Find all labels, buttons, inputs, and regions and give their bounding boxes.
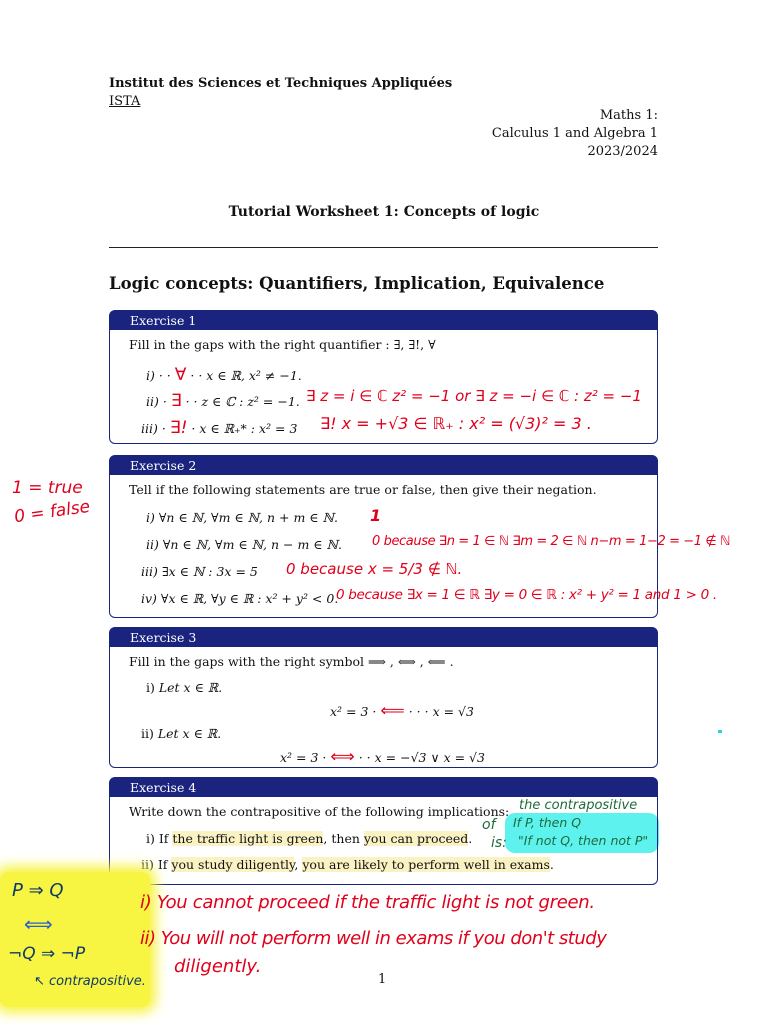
page-number: 1	[378, 972, 387, 987]
ex1-answer-3: ∃! x = +√3 ∈ ℝ₊ : x² = (√3)² = 3 .	[320, 414, 592, 433]
ex1-item-3: iii) · ∃! · x ∈ ℝ₊* : x² = 3	[141, 418, 298, 438]
ex1-gap-3: ∃!	[169, 418, 188, 438]
course-info	[492, 107, 658, 161]
ex3-gap-2: ⟺	[330, 747, 355, 767]
course-line1: Maths 1:	[599, 108, 658, 123]
note-contrapositive-line1: the contrapositive	[519, 798, 638, 813]
title-rule	[109, 247, 658, 248]
ex2-answer-1: 1	[370, 506, 382, 525]
note-is: is:	[491, 835, 507, 851]
exercise-2-instruction: Tell if the following statements are true or false, then give their negation.	[129, 482, 597, 497]
worksheet-title: Tutorial Worksheet 1: Concepts of logic	[228, 204, 540, 220]
course-line2: Calculus 1 and Algebra 1	[491, 126, 658, 141]
exercise-4-instruction: Write down the contrapositive of the following implications:	[129, 804, 510, 819]
institution-abbrev: ISTA	[109, 94, 141, 109]
exercise-1-box	[109, 310, 658, 444]
exercise-3-instruction: Fill in the gaps with the right symbol ⟹ , ⟺ , ⟸ .	[129, 654, 454, 669]
ex3-gap-1: ⟸	[380, 701, 405, 721]
side-p-implies-q: P ⇒ Q	[12, 880, 64, 901]
side-equivalence: ⟺	[24, 912, 53, 936]
note-of: of	[482, 817, 496, 833]
institution-name: Institut des Sciences et Techniques Appliquées	[109, 76, 453, 91]
ex2-item-3: iii) ∃x ∈ ℕ : 3x = 5	[141, 564, 258, 579]
ex2-answer-3: 0 because x = 5/3 ∉ ℕ.	[286, 560, 463, 578]
note-contrapositive-line3: "If not Q, then not P"	[518, 833, 649, 848]
ex4-item-2: ii) If you study diligently, you are likely to perform well in exams.	[141, 857, 554, 872]
ex2-item-4: iv) ∀x ∈ ℝ, ∀y ∈ ℝ : x² + y² < 0.	[141, 591, 339, 606]
academic-year: 2023/2024	[587, 144, 658, 159]
ex4-item-1: i) If the traffic light is green, then you can proceed.	[146, 831, 473, 846]
highlight-condition-2: you study diligently	[171, 857, 295, 872]
ex4-answer-1: i) You cannot proceed if the traffic light is not green.	[140, 892, 595, 913]
highlight-result-1: you can proceed	[363, 831, 469, 846]
stray-mark	[718, 730, 722, 733]
ex2-answer-4: 0 because ∃x = 1 ∈ ℝ ∃y = 0 ∈ ℝ : x² + y² = 1 and 1 > 0 .	[336, 587, 717, 603]
ex1-gap-2: ∃	[170, 391, 182, 411]
legend-false: 0 = false	[12, 496, 92, 528]
highlight-result-2: you are likely to perform well in exams	[302, 857, 550, 872]
ex2-answer-2: 0 because ∃n = 1 ∈ ℕ ∃m = 2 ∈ ℕ n−m = 1−2 = −1 ∉ ℕ	[372, 534, 731, 549]
exercise-1-title: Exercise 1	[110, 311, 657, 330]
exercise-2-box	[109, 455, 731, 618]
ex1-answer-2: ∃ z = i ∈ ℂ z² = −1 or ∃ z = −i ∈ ℂ : z² = −1	[306, 387, 642, 405]
ex4-answer-2b: diligently.	[174, 956, 262, 977]
exercise-3-title: Exercise 3	[110, 628, 657, 647]
ex3-item-2-equation: x² = 3 · ⟺ · · x = −√3 ∨ x = √3	[280, 747, 485, 767]
ex3-item-1-equation: x² = 3 · ⟸ · · · x = √3	[330, 701, 474, 721]
legend-true: 1 = true	[12, 478, 83, 498]
exercise-2-title: Exercise 2	[110, 456, 657, 475]
side-contrapositive-form: ¬Q ⇒ ¬P	[8, 944, 86, 964]
note-contrapositive-line2: If P, then Q	[513, 815, 582, 830]
ex1-item-2: ii) · ∃ · · z ∈ ℂ : z² = −1.	[146, 391, 300, 411]
section-title: Logic concepts: Quantifiers, Implication, Equivalence	[109, 274, 605, 293]
exercise-4-title: Exercise 4	[110, 778, 657, 797]
ex1-item-1: i) · · ∀ · · x ∈ ℝ, x² ≠ −1.	[146, 365, 302, 385]
ex1-gap-1: ∀	[174, 365, 187, 385]
exercise-4-box	[109, 777, 658, 885]
ex2-item-2: ii) ∀n ∈ ℕ, ∀m ∈ ℕ, n − m ∈ ℕ.	[146, 537, 342, 552]
ex3-item-2-let: ii) Let x ∈ ℝ.	[141, 726, 222, 741]
ex4-answer-2a: ii) You will not perform well in exams if you don't study	[140, 928, 607, 949]
side-contrapositive-label: ↖ contrapositive.	[34, 974, 146, 989]
highlight-condition-1: the traffic light is green	[172, 831, 324, 846]
exercise-3-box	[109, 627, 658, 768]
ex2-item-1: i) ∀n ∈ ℕ, ∀m ∈ ℕ, n + m ∈ ℕ.	[146, 510, 338, 525]
exercise-1-instruction: Fill in the gaps with the right quantifier : ∃, ∃!, ∀	[129, 337, 436, 352]
ex3-item-1-let: i) Let x ∈ ℝ.	[146, 680, 223, 695]
